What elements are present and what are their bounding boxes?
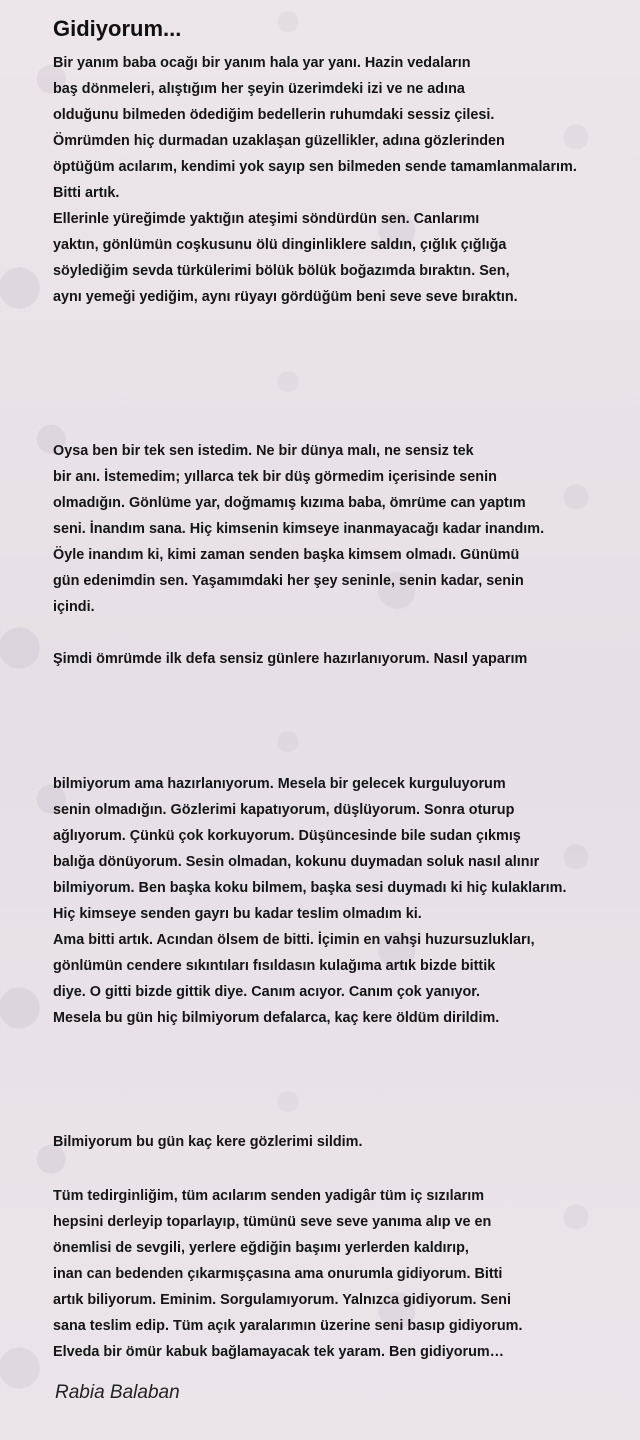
- poem-line: seni. İnandım sana. Hiç kimsenin kimseye inanmayacağı kadar inandım.: [53, 521, 545, 537]
- stanza-2: [53, 438, 544, 620]
- stanza-4: [53, 771, 566, 1031]
- poem-line: bilmiyorum. Ben başka koku bilmem, başka sesi duymadı ki hiç kulaklarım.: [53, 880, 567, 896]
- poem-line: artık biliyorum. Eminim. Sorgulamıyorum. Yalnızca gidiyorum. Seni: [53, 1292, 511, 1308]
- poem-line: gönlümün cendere sıkıntıları fısıldasın kulağıma artık bizde bittik: [53, 958, 496, 974]
- poem-line: sana teslim edip. Tüm açık yaralarımın üzerine seni basıp gidiyorum.: [53, 1318, 523, 1334]
- poem-line: öptüğüm acılarım, kendimi yok sayıp sen bilmeden sende tamamlanmalarım.: [53, 159, 577, 175]
- poem-line: olduğunu bilmeden ödediğim bedellerin ruhumdaki sessiz çilesi.: [53, 107, 495, 123]
- poem-line: Ellerinle yüreğimde yaktığın ateşimi söndürdün sen. Canlarımı: [53, 211, 480, 227]
- poem-line: aynı yemeği yediğim, aynı rüyayı gördüğüm beni seve seve bıraktın.: [53, 289, 518, 305]
- poem-line: olmadığın. Gönlüme yar, doğmamış kızıma baba, ömrüme can yaptım: [53, 495, 526, 511]
- poem-line: içindi.: [53, 599, 95, 615]
- poem-line: senin olmadığın. Gözlerimi kapatıyorum, düşlüyorum. Sonra oturup: [53, 802, 515, 818]
- poem-line: balığa dönüyorum. Sesin olmadan, kokunu duymadan soluk nasıl alınır: [53, 854, 540, 870]
- poem-line: yaktın, gönlümün coşkusunu ölü dinginliklere saldın, çığlık çığlığa: [53, 237, 507, 253]
- poem-line: hepsini derleyip toparlayıp, tümünü seve seve yanıma alıp ve en: [53, 1214, 492, 1230]
- poem-line: Tüm tedirginliğim, tüm acılarım senden yadigâr tüm iç sızılarım: [53, 1188, 485, 1204]
- stanza-5: [53, 1129, 362, 1155]
- poem-author: Rabia Balaban: [55, 1382, 180, 1403]
- poem-title: Gidiyorum...: [53, 16, 182, 41]
- poem-line: Oysa ben bir tek sen istedim. Ne bir dünya malı, ne sensiz tek: [53, 443, 474, 459]
- poem-line: Bir yanım baba ocağı bir yanım hala yar yanı. Hazin vedaların: [53, 55, 471, 71]
- poem-line: Hiç kimseye senden gayrı bu kadar teslim olmadım ki.: [53, 906, 422, 922]
- poem-line: Ömrümden hiç durmadan uzaklaşan güzellikler, adına gözlerinden: [53, 133, 505, 149]
- poem-line: Elveda bir ömür kabuk bağlamayacak tek yaram. Ben gidiyorum…: [53, 1344, 505, 1360]
- poem-line: Bilmiyorum bu gün kaç kere gözlerimi sildim.: [53, 1134, 363, 1150]
- poem-line: Bitti artık.: [53, 185, 120, 201]
- poem-line: ağlıyorum. Çünkü çok korkuyorum. Düşüncesinde bile sudan çıkmış: [53, 828, 521, 844]
- poem-line: diye. O gitti bizde gittik diye. Canım acıyor. Canım çok yanıyor.: [53, 984, 481, 1000]
- poem-line: Ama bitti artık. Acından ölsem de bitti. İçimin en vahşi huzursuzlukları,: [53, 932, 535, 948]
- poem-line: bir anı. İstemedim; yıllarca tek bir düş görmedim içerisinde senin: [53, 469, 497, 485]
- poem-line: söylediğim sevda türkülerimi bölük bölük boğazımda bıraktın. Sen,: [53, 263, 510, 279]
- poem-line: önemlisi de sevgili, yerlere eğdiğin başımı yerlerden kaldırıp,: [53, 1240, 469, 1256]
- poem-line: baş dönmeleri, alıştığım her şeyin üzerimdeki izi ve ne adına: [53, 81, 465, 97]
- stanza-3: [53, 646, 527, 672]
- poem-line: bilmiyorum ama hazırlanıyorum. Mesela bir gelecek kurguluyorum: [53, 776, 506, 792]
- poem-line: Şimdi ömrümde ilk defa sensiz günlere hazırlanıyorum. Nasıl yaparım: [53, 651, 528, 667]
- poem-line: inan can bedenden çıkarmışçasına ama onurumla gidiyorum. Bitti: [53, 1266, 503, 1282]
- poem-line: Öyle inandım ki, kimi zaman senden başka kimsem olmadı. Günümü: [53, 547, 520, 563]
- stanza-6: [53, 1183, 522, 1365]
- stanza-1: [53, 50, 577, 310]
- poem-line: Mesela bu gün hiç bilmiyorum defalarca, kaç kere öldüm dirildim.: [53, 1010, 500, 1026]
- poem-line: gün edenimdin sen. Yaşamımdaki her şey seninle, senin kadar, senin: [53, 573, 524, 589]
